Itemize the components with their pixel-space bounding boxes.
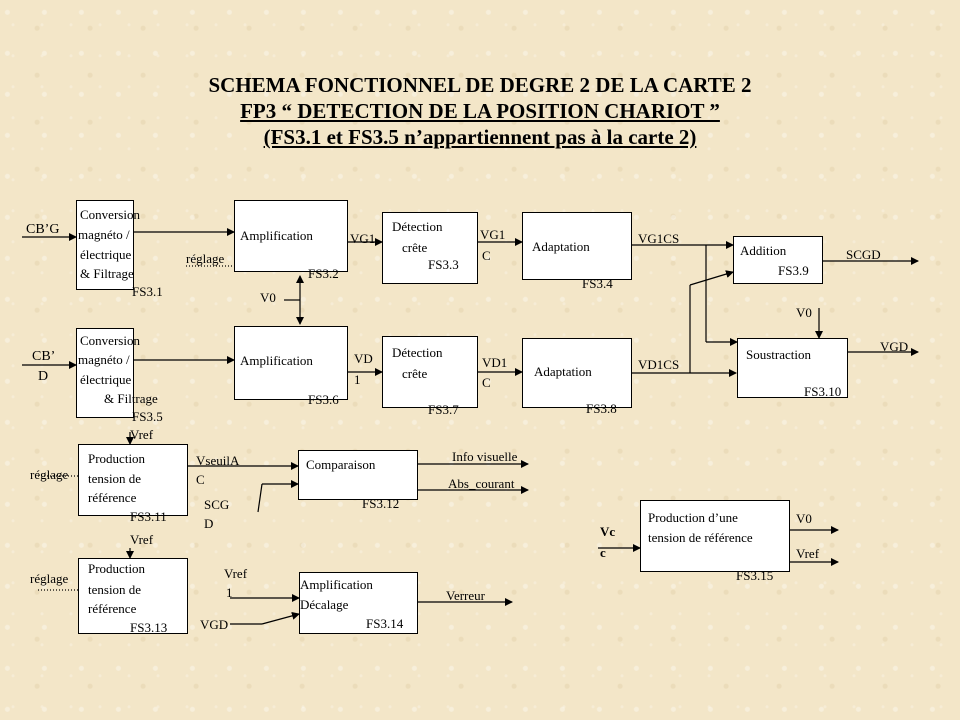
fs3-13-code: FS3.13 bbox=[130, 620, 168, 635]
fs3-5-code: FS3.5 bbox=[132, 409, 163, 424]
signal-vcc-2: c bbox=[600, 545, 606, 560]
signal-reglage-fs313: réglage bbox=[30, 571, 69, 586]
signal-cbd-2: D bbox=[38, 369, 49, 384]
signal-scgd-in-2: D bbox=[204, 516, 214, 531]
signal-vref-fs311: Vref bbox=[130, 427, 154, 442]
fs3-5-label-3: électrique bbox=[80, 372, 132, 387]
signal-vgd-in: VGD bbox=[200, 617, 229, 632]
fs3-7-code: FS3.7 bbox=[428, 402, 459, 417]
diagram-title-line3: (FS3.1 et FS3.5 n’appartiennent pas à la carte 2) bbox=[263, 125, 697, 149]
signal-vd1-2: 1 bbox=[354, 372, 361, 387]
signal-scgd-out: SCGD bbox=[846, 247, 881, 262]
fs3-12-code: FS3.12 bbox=[362, 496, 400, 511]
fs3-3-label-1: Détection bbox=[392, 219, 443, 234]
signal-v0-right: V0 bbox=[796, 305, 812, 320]
signal-abs-courant: Abs_courant bbox=[448, 476, 515, 491]
fs3-14-code: FS3.14 bbox=[366, 616, 404, 631]
fs3-11-label-1: Production bbox=[88, 451, 146, 466]
fs3-15-label-1: Production d’une bbox=[648, 510, 738, 525]
fs3-13-label-3: référence bbox=[88, 601, 137, 616]
signal-vref-fs313: Vref bbox=[130, 532, 154, 547]
signal-vd1c-2: C bbox=[482, 375, 491, 390]
fs3-9-code: FS3.9 bbox=[778, 263, 809, 278]
signal-vg1cs: VG1CS bbox=[638, 231, 680, 246]
diagram-title-line2: FP3 “ DETECTION DE LA POSITION CHARIOT ” bbox=[240, 99, 720, 123]
fs3-14-label-2: Décalage bbox=[300, 597, 349, 612]
signal-vg1c-2: C bbox=[482, 248, 491, 263]
fs3-9-label: Addition bbox=[740, 243, 787, 258]
signal-info-visuelle: Info visuelle bbox=[452, 449, 518, 464]
fs3-6-label: Amplification bbox=[240, 353, 313, 368]
fs3-5-label-1: Conversion bbox=[80, 333, 140, 348]
fs3-8-label: Adaptation bbox=[534, 364, 592, 379]
signal-vcc-1: Vc bbox=[600, 524, 616, 539]
fs3-11-label-3: référence bbox=[88, 490, 137, 505]
fs3-1-label-3: électrique bbox=[80, 247, 132, 262]
fs3-11-label-2: tension de bbox=[88, 471, 142, 486]
fs3-3-code: FS3.3 bbox=[428, 257, 459, 272]
signal-vg1: VG1 bbox=[350, 231, 376, 246]
signal-vseuil-1: VseuilA bbox=[196, 453, 240, 468]
fs3-1-label-2: magnéto / bbox=[78, 227, 130, 242]
signal-vseuil-2: C bbox=[196, 472, 205, 487]
fs3-7-label-1: Détection bbox=[392, 345, 443, 360]
fs3-2-code: FS3.2 bbox=[308, 266, 339, 281]
signal-vref1-2: 1 bbox=[226, 585, 233, 600]
fs3-1-label-1: Conversion bbox=[80, 207, 140, 222]
signal-scgd-in-1: SCG bbox=[204, 497, 230, 512]
fs3-3-label-2: crête bbox=[402, 240, 428, 255]
signal-reglage-fs32: réglage bbox=[186, 251, 225, 266]
signal-verreur: Verreur bbox=[446, 588, 485, 603]
signal-vref-fs315: Vref bbox=[796, 546, 820, 561]
signal-v0-fs315: V0 bbox=[796, 511, 812, 526]
fs3-1-label-4: & Filtrage bbox=[80, 266, 134, 281]
fs3-11-code: FS3.11 bbox=[130, 509, 167, 524]
fs3-12-label: Comparaison bbox=[306, 457, 376, 472]
fs3-15-code: FS3.15 bbox=[736, 568, 774, 583]
fs3-5-label-4: & Filtrage bbox=[104, 391, 158, 406]
signal-vg1c-1: VG1 bbox=[480, 227, 506, 242]
signal-cbg: CB’G bbox=[26, 222, 60, 237]
fs3-13-label-2: tension de bbox=[88, 582, 142, 597]
fs3-8-code: FS3.8 bbox=[586, 401, 617, 416]
fs3-13-label-1: Production bbox=[88, 561, 146, 576]
fs3-4-code: FS3.4 bbox=[582, 276, 613, 291]
fs3-6-code: FS3.6 bbox=[308, 392, 339, 407]
fs3-10-label: Soustraction bbox=[746, 347, 811, 362]
signal-cbd-1: CB’ bbox=[32, 349, 56, 364]
signal-reglage-fs311: réglage bbox=[30, 467, 69, 482]
fs3-1-code: FS3.1 bbox=[132, 284, 163, 299]
fs3-7-label-2: crête bbox=[402, 366, 428, 381]
fs3-5-label-2: magnéto / bbox=[78, 352, 130, 367]
signal-vgd-out: VGD bbox=[880, 339, 909, 354]
fs3-2-label: Amplification bbox=[240, 228, 313, 243]
fs3-14-label-1: Amplification bbox=[300, 577, 373, 592]
signal-vref1-1: Vref bbox=[224, 566, 248, 581]
fs3-15-label-2: tension de référence bbox=[648, 530, 753, 545]
signal-vd1-1: VD bbox=[354, 351, 373, 366]
fs3-4-label: Adaptation bbox=[532, 239, 590, 254]
diagram-title-line1: SCHEMA FONCTIONNEL DE DEGRE 2 DE LA CARTE 2 bbox=[208, 73, 752, 97]
signal-vd1cs: VD1CS bbox=[638, 357, 680, 372]
signal-vd1c-1: VD1 bbox=[482, 355, 508, 370]
signal-v0-left: V0 bbox=[260, 290, 276, 305]
fs3-10-code: FS3.10 bbox=[804, 384, 842, 399]
